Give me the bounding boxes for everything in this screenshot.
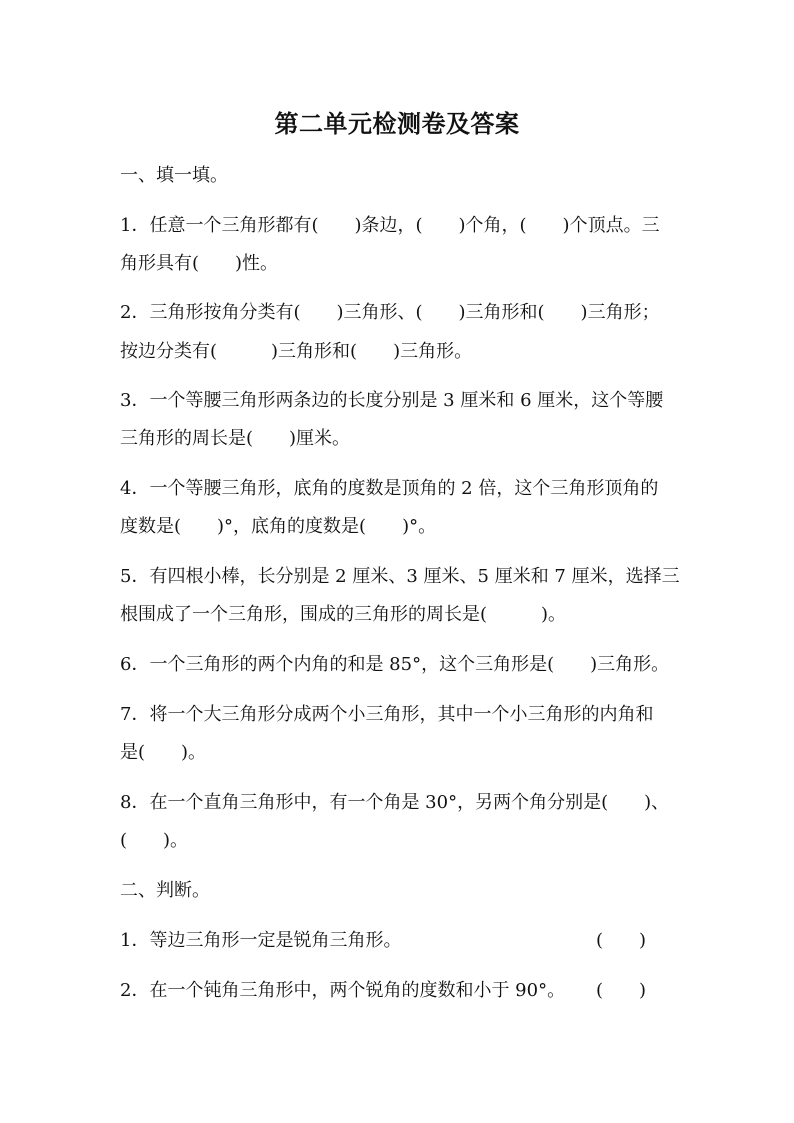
question-3-line-1: 3．一个等腰三角形两条边的长度分别是 3 厘米和 6 厘米，这个等腰 xyxy=(120,390,664,411)
judge-question-1: 1．等边三角形一定是锐角三角形。 xyxy=(120,930,402,951)
question-4-line-1: 4．一个等腰三角形，底角的度数是顶角的 2 倍，这个三角形顶角的 xyxy=(120,478,659,499)
question-8-line-2: ( )。 xyxy=(120,830,189,851)
question-2-line-1: 2．三角形按角分类有( )三角形、( )三角形和( )三角形； xyxy=(120,302,660,323)
judge-question-2: 2．在一个钝角三角形中，两个锐角的度数和小于 90°。 xyxy=(120,980,566,1001)
question-2-line-2: 按边分类有( )三角形和( )三角形。 xyxy=(120,341,473,362)
page-title: 第二单元检测卷及答案 xyxy=(274,110,520,138)
question-6-line-1: 6．一个三角形的两个内角的和是 85°，这个三角形是( )三角形。 xyxy=(120,654,670,675)
judge-answer-box-2[interactable]: ( ) xyxy=(596,980,647,1001)
judge-answer-box-1[interactable]: ( ) xyxy=(596,930,647,951)
question-3-line-2: 三角形的周长是( )厘米。 xyxy=(120,428,351,449)
section-2-heading: 二、判断。 xyxy=(120,880,210,901)
question-5-line-2: 根围成了一个三角形，围成的三角形的周长是( )。 xyxy=(120,604,567,625)
question-7-line-2: 是( )。 xyxy=(120,742,207,763)
section-1-heading: 一、填一填。 xyxy=(120,165,228,186)
question-1-line-1: 1．任意一个三角形都有( )条边，( )个角，( )个顶点。三 xyxy=(120,215,660,236)
question-8-line-1: 8．在一个直角三角形中，有一个角是 30°，另两个角分别是( )、 xyxy=(120,792,670,813)
question-4-line-2: 度数是( )°，底角的度数是( )°。 xyxy=(120,516,437,537)
question-7-line-1: 7．将一个大三角形分成两个小三角形，其中一个小三角形的内角和 xyxy=(120,704,654,725)
question-5-line-1: 5．有四根小棒，长分别是 2 厘米、3 厘米、5 厘米和 7 厘米，选择三 xyxy=(120,566,680,587)
question-1-line-2: 角形具有( )性。 xyxy=(120,253,279,274)
